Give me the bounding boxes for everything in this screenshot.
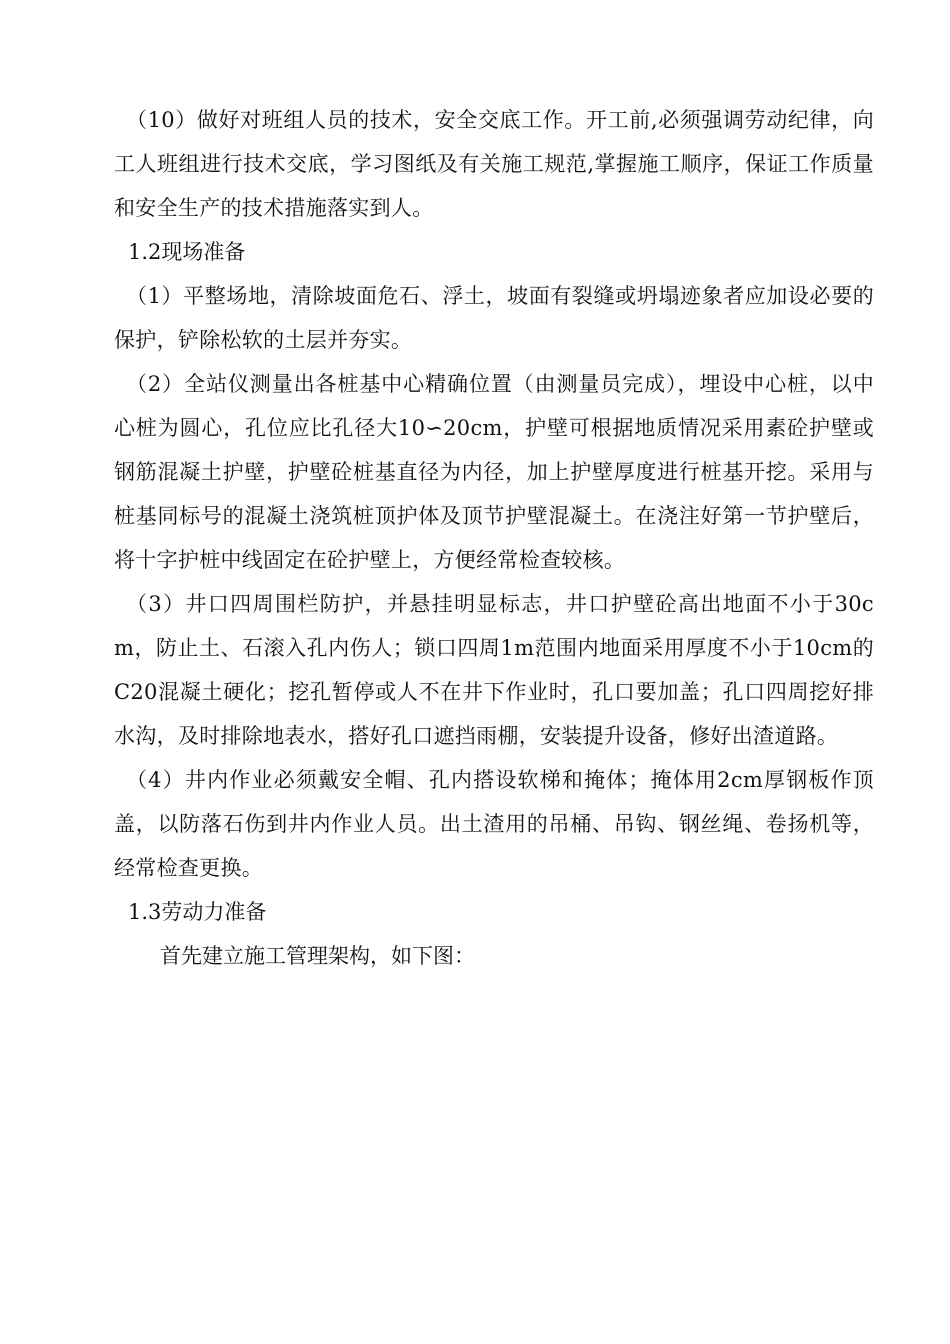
paragraph-item-10: （10）做好对班组人员的技术，安全交底工作。开工前,必须强调劳动纪律，向工人班组进行技术交底，学习图纸及有关施工规范,掌握施工顺序，保证工作质量和安全生产的技术措施落实到人。: [114, 108, 874, 220]
paragraph-item-1: （1）平整场地，清除坡面危石、浮土，坡面有裂缝或坍塌迹象者应加设必要的保护，铲除松软的土层并夯实。: [114, 284, 874, 352]
section-heading-1-3: 1.3劳动力准备: [128, 900, 267, 924]
paragraph-lead-in: 首先建立施工管理架构，如下图：: [160, 944, 475, 968]
paragraph-item-3: （3）井口四周围栏防护，并悬挂明显标志，井口护壁砼高出地面不小于30cm，防止土、石滚入孔内伤人；锁口四周1m范围内地面采用厚度不小于10cm的C20混凝土硬化；挖孔暂停或人不在井下作业时，孔口要加盖；孔口四周挖好排水沟，及时排除地表水，搭好孔口遮挡雨棚，安装提升设备，修好出渣道路。: [114, 592, 874, 748]
document-body: [114, 98, 874, 978]
section-heading-1-2: 1.2现场准备: [128, 240, 246, 264]
paragraph-item-2: （2）全站仪测量出各桩基中心精确位置（由测量员完成），埋设中心桩，以中心桩为圆心，孔位应比孔径大10∽20cm，护壁可根据地质情况采用素砼护壁或钢筋混凝土护壁，护壁砼桩基直径为内径，加上护壁厚度进行桩基开挖。采用与桩基同标号的混凝土浇筑桩顶护体及顶节护壁混凝土。在浇注好第一节护壁后，将十字护桩中线固定在砼护壁上，方便经常检查较核。: [114, 372, 874, 572]
paragraph-item-4: （4）井内作业必须戴安全帽、孔内搭设软梯和掩体；掩体用2cm厚钢板作顶盖，以防落石伤到井内作业人员。出土渣用的吊桶、吊钩、钢丝绳、卷扬机等，经常检查更换。: [114, 768, 874, 880]
